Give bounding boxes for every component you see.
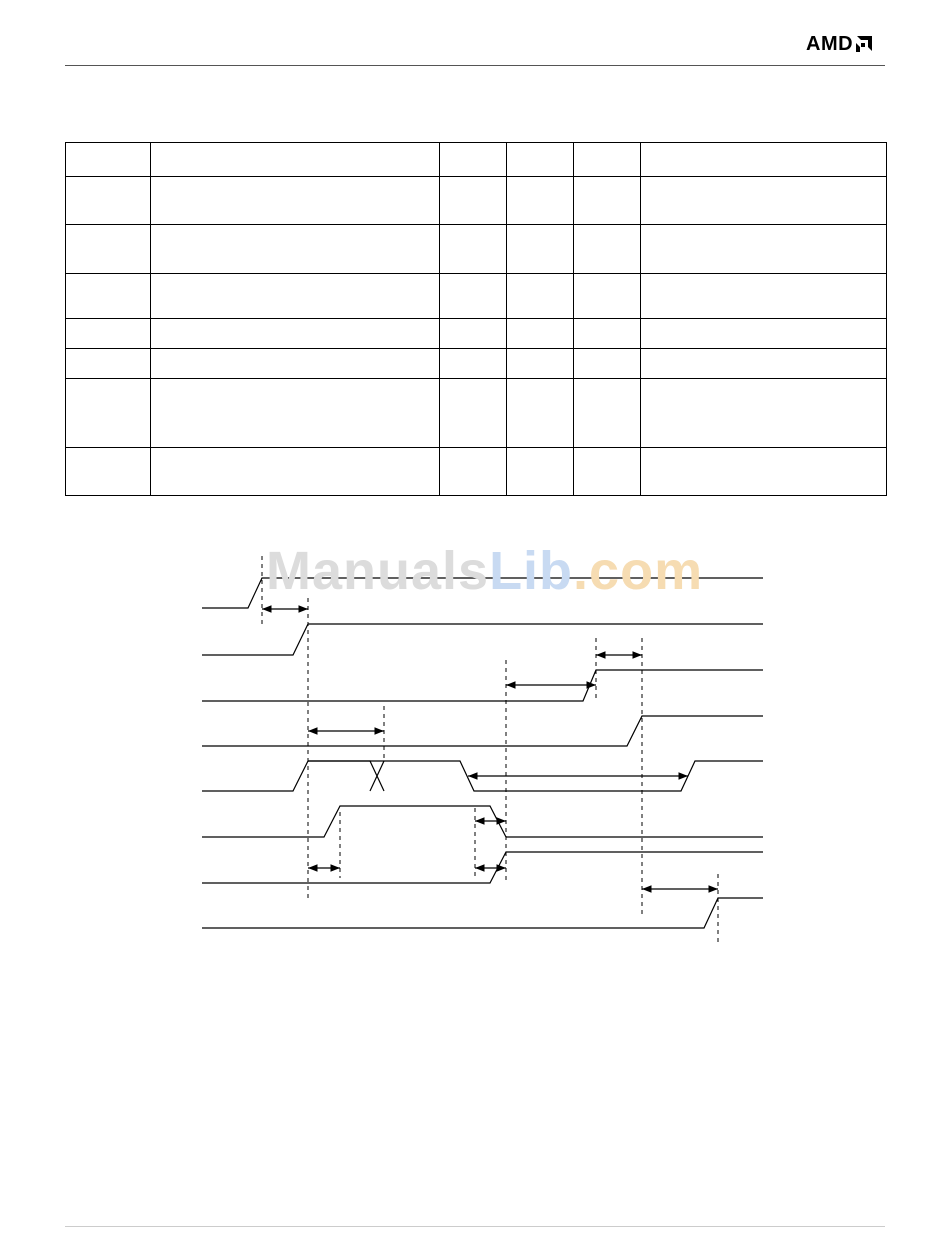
watermark-part1: Manuals (266, 541, 490, 601)
table-row (66, 319, 887, 349)
table-row (66, 177, 887, 225)
signal-waveform-4 (202, 716, 763, 746)
spec-table (65, 142, 887, 496)
table-row (66, 349, 887, 379)
header-divider (65, 65, 885, 66)
amd-arrow-icon (854, 34, 874, 54)
watermark-part3: .com (573, 541, 704, 601)
timing-diagram (0, 540, 950, 960)
watermark (266, 540, 703, 602)
table-row (66, 274, 887, 319)
amd-logo-text: AMD (806, 32, 854, 55)
watermark-part2: Lib (489, 541, 574, 601)
footer-divider (65, 1226, 885, 1227)
table-row (66, 379, 887, 448)
signal-waveform-3 (202, 670, 763, 701)
table-row (66, 448, 887, 496)
signal-waveform-2 (202, 624, 763, 655)
table-row (66, 225, 887, 274)
table-header-row (66, 143, 887, 177)
signal-waveform-8 (202, 898, 763, 928)
amd-logo (806, 32, 874, 56)
